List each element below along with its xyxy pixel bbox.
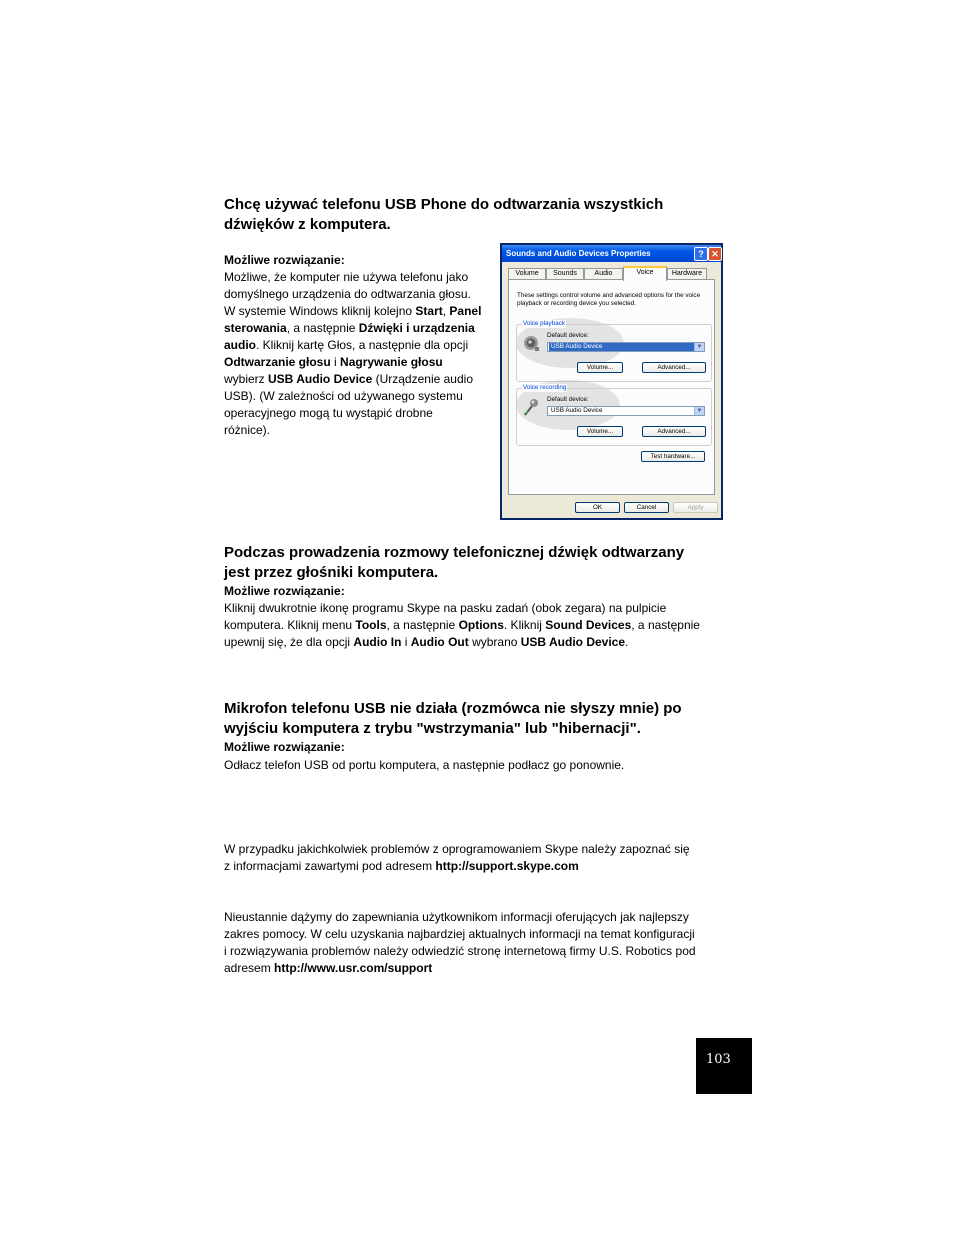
playback-device-select[interactable] (547, 342, 705, 352)
chevron-down-icon[interactable]: ▼ (694, 407, 704, 415)
usr-support-link[interactable]: http://www.usr.com/support (274, 961, 433, 975)
voice-recording-group (516, 384, 712, 446)
recording-device-value: USB Audio Device (551, 407, 603, 414)
section1-solution (224, 252, 494, 439)
skype-support-note: W przypadku jakichkolwiek problemów z oprogramowaniem Skype należy zapoznać się z informacjami zawartymi pod adresem http://support.skype.com (224, 842, 690, 873)
section-audio-through-speakers (224, 543, 724, 651)
playback-device-label: Default device: (547, 332, 589, 339)
recording-volume-button[interactable]: Volume... (577, 426, 623, 437)
recording-advanced-button[interactable]: Advanced... (642, 426, 706, 437)
section-usb-default-device (224, 195, 704, 235)
tab-volume[interactable]: Volume (508, 268, 546, 279)
microphone-icon (522, 398, 540, 416)
heading-microphone: Mikrofon telefonu USB nie działa (rozmówca nie słyszy mnie) po wyjściu komputera z trybu "wstrzymania" lub "hibernacji". (224, 700, 682, 737)
speaker-icon (522, 334, 540, 352)
page-number: 103 (706, 1052, 731, 1067)
voice-tab-panel (508, 279, 715, 495)
solution-text: Odłacz telefon USB od portu komputera, a następnie podłacz go ponownie. (224, 758, 625, 772)
dialog-title: Sounds and Audio Devices Properties (506, 249, 651, 258)
skype-support-link[interactable]: http://support.skype.com (435, 859, 579, 873)
tab-audio[interactable]: Audio (584, 268, 623, 279)
voice-playback-title: Voice playback (523, 320, 566, 327)
playback-volume-button[interactable]: Volume... (577, 362, 623, 373)
recording-device-label: Default device: (547, 396, 589, 403)
tab-sounds[interactable]: Sounds (546, 268, 584, 279)
solution-label: Możliwe rozwiązanie: (224, 584, 345, 598)
help-icon[interactable]: ? (694, 247, 708, 261)
voice-playback-group (516, 320, 712, 382)
voice-description: These settings control volume and advanced options for the voice playback or recording device you selected. (517, 292, 701, 307)
solution-text: Kliknij dwukrotnie ikonę programu Skype na pasku zadań (obok zegara) na pulpicie komputera. Kliknij menu Tools, a następnie Options. Kliknij Sound Devices, a następnie upewnij się, że dla opcji Audio In i Audio Out wybrano USB Audio Device. (224, 601, 700, 649)
page-number-box (696, 1038, 752, 1094)
cancel-button[interactable]: Cancel (624, 502, 669, 513)
ok-button[interactable]: OK (575, 502, 620, 513)
usr-support-note: Nieustannie dążymy do zapewniania użytkownikom informacji oferujących jak najlepszy zakres pomocy. W celu uzyskania najbardziej aktualnych informacji na temat konfiguracji i rozwiązywania problemów należy odwiedzić stronę internetową firmy U.S. Robotics pod adresem http://www.usr.com/support (224, 910, 696, 975)
test-hardware-button[interactable]: Test hardware... (641, 451, 705, 462)
tab-hardware[interactable]: Hardware (667, 268, 707, 279)
solution-label: Możliwe rozwiązanie: (224, 253, 345, 267)
chevron-down-icon[interactable]: ▼ (694, 343, 704, 351)
dialog-titlebar[interactable] (502, 245, 721, 262)
apply-button[interactable]: Apply (673, 502, 718, 513)
section-microphone-after-sleep (224, 699, 724, 774)
sounds-audio-properties-dialog (500, 243, 723, 520)
playback-device-value: USB Audio Device (549, 343, 695, 351)
playback-advanced-button[interactable]: Advanced... (642, 362, 706, 373)
solution-label: Możliwe rozwiązanie: (224, 740, 345, 754)
heading-speakers: Podczas prowadzenia rozmowy telefonicznej dźwięk odtwarzany jest przez głośniki komputera. (224, 544, 685, 581)
tab-voice[interactable]: Voice (623, 266, 667, 281)
close-icon[interactable]: ✕ (708, 247, 722, 261)
voice-recording-title: Voice recording (523, 384, 567, 391)
recording-device-select[interactable] (547, 406, 705, 416)
heading-default-playback: Chcę używać telefonu USB Phone do odtwarzania wszystkich dźwięków z komputera. (224, 196, 664, 233)
solution-text: Możliwe, że komputer nie używa telefonu jako domyślnego urządzenia do odtwarzania głosu. W systemie Windows kliknij kolejno Start, Panel sterowania, a następnie Dźwięki i urządzenia audio. Kliknij kartę Głos, a następnie dla opcji Odtwarzanie głosu i Nagrywanie głosu wybierz USB Audio Device (Urządzenie audio USB). (W zależności od używanego systemu operacyjnego mogą tu wystąpić drobne różnice). (224, 270, 482, 437)
